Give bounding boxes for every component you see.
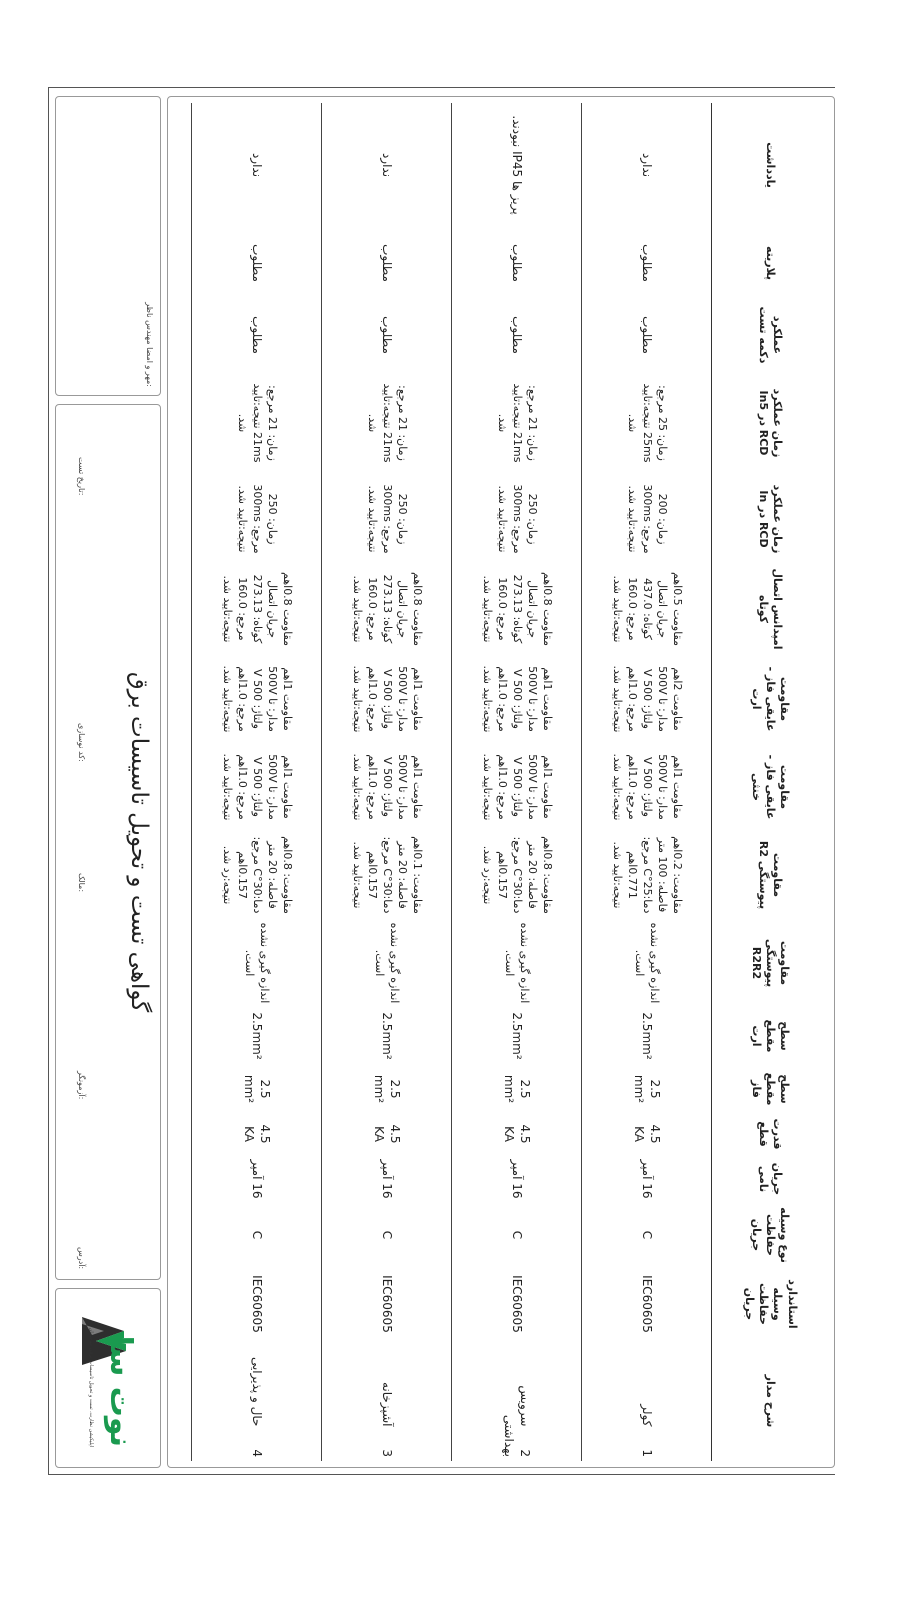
circuit-name: حال و پذیرایی bbox=[250, 1356, 265, 1427]
r2-cell: مقاومت: 0.2اهم فاصله: 100 متر دما:25°C مرجع: 0.771اهم نتیجه:تایید شد. bbox=[582, 831, 712, 919]
phase-section-cell: 2.5 mm² bbox=[452, 1065, 582, 1113]
table-header-row bbox=[712, 103, 829, 1461]
earth-section-cell: 2.5mm² bbox=[582, 1007, 712, 1065]
note-cell: ندارد bbox=[192, 103, 322, 227]
phase-section-cell: 2.5 mm² bbox=[582, 1065, 712, 1113]
rcd-in5-cell: زمان: 21 مرجع: 21ms نتیجه:تایید شد. bbox=[322, 371, 452, 475]
rated-current-cell: 16 آمپر bbox=[452, 1155, 582, 1203]
address-label: آدرس: bbox=[77, 1247, 86, 1270]
ins-pe-cell: مقاومت 1اهم مدار: تا 500V ولتاژ: 500 V مرجع: 1.0اهم نتیجه:تایید شد. bbox=[322, 655, 452, 743]
standard-cell: IEC60605 bbox=[582, 1267, 712, 1341]
type-cell: C bbox=[452, 1203, 582, 1267]
rcd-in5-cell: زمان: 25 مرجع: 25ms نتیجه:تایید شد. bbox=[582, 371, 712, 475]
col-standard-header: استاندارد وسیله حفاظت جریان bbox=[712, 1267, 829, 1341]
rcd-in5-cell: زمان: 21 مرجع: 21ms نتیجه:تایید شد. bbox=[192, 371, 322, 475]
rated-current-cell: 16 آمپر bbox=[582, 1155, 712, 1203]
earth-section-cell: 2.5mm² bbox=[192, 1007, 322, 1065]
earth-section-cell: 2.5mm² bbox=[452, 1007, 582, 1065]
breaking-capacity-cell: 4.5 KA bbox=[452, 1113, 582, 1155]
polarity-cell: مطلوب bbox=[322, 227, 452, 299]
test-button-cell: مطلوب bbox=[452, 299, 582, 371]
col-polarity-header: پلاریته bbox=[712, 227, 829, 299]
standard-cell: IEC60605 bbox=[322, 1267, 452, 1341]
table-row bbox=[322, 103, 452, 1461]
r2-cell: مقاومت: 0.8اهم فاصله: 20 متر دما:30°C مرجع: 0.157اهم نتیجه:رد شد. bbox=[452, 831, 582, 919]
page-left-rule bbox=[48, 87, 49, 1475]
standard-cell: IEC60605 bbox=[452, 1267, 582, 1341]
table-row bbox=[582, 103, 712, 1461]
r2r2-cell: اندازه گیری نشده است. bbox=[582, 919, 712, 1007]
type-cell: C bbox=[322, 1203, 452, 1267]
owner-label: مالک: bbox=[77, 873, 86, 893]
logo-text: نوت سا bbox=[103, 1335, 138, 1447]
circuit-name: سرویس بهداشتی bbox=[502, 1385, 533, 1457]
polarity-cell: مطلوب bbox=[192, 227, 322, 299]
tester-label: آزمونگر: bbox=[77, 1071, 86, 1100]
rcd-in-cell: زمان: 200 مرجع: 300ms نتیجه:تایید شد. bbox=[582, 475, 712, 563]
test-results-table bbox=[191, 103, 828, 1461]
circuit-cell bbox=[582, 1341, 712, 1461]
ins-pe-cell: مقاومت 1اهم مدار: تا 500V ولتاژ: 500 V مرجع: 1.0اهم نتیجه:تایید شد. bbox=[192, 655, 322, 743]
circuit-cell bbox=[322, 1341, 452, 1461]
col-rcd-in5-header: زمان عملکرد RCD در In5 bbox=[712, 371, 829, 475]
phase-section-cell: 2.5 mm² bbox=[322, 1065, 452, 1113]
col-circuit-header: شرح مدار bbox=[712, 1341, 829, 1461]
col-breaking-capacity-header: قدرت قطع bbox=[712, 1113, 829, 1155]
col-test-button-header: عملکرد دکمه تست bbox=[712, 299, 829, 371]
row-index: 4 bbox=[250, 1449, 265, 1457]
note-cell: پریز ها IP45 نبودند. bbox=[452, 103, 582, 227]
test-button-cell: مطلوب bbox=[192, 299, 322, 371]
impedance-cell: مقاومت 0.8اهم جریان اتصال کوتاه: 273.13 مرجع: 160.0 نتیجه:تایید شد. bbox=[192, 563, 322, 655]
breaking-capacity-cell: 4.5 KA bbox=[192, 1113, 322, 1155]
col-rcd-in-header: زمان عملکرد RCD در In bbox=[712, 475, 829, 563]
phase-section-cell: 2.5 mm² bbox=[192, 1065, 322, 1113]
r2-cell: مقاومت: 0.8اهم فاصله: 20 متر دما:30°C مرجع: 0.157اهم نتیجه:رد شد. bbox=[192, 831, 322, 919]
page-top-rule bbox=[48, 87, 835, 88]
standard-cell: IEC60605 bbox=[192, 1267, 322, 1341]
ins-pe-cell: مقاومت 1اهم مدار: تا 500V ولتاژ: 500 V مرجع: 1.0اهم نتیجه:تایید شد. bbox=[452, 655, 582, 743]
test-date-label: تاریخ تست: bbox=[77, 457, 86, 496]
engineer-stamp-box bbox=[55, 96, 161, 396]
test-results-panel bbox=[167, 96, 835, 1468]
ins-pn-cell: مقاومت 1اهم مدار: تا 500V ولتاژ: 500 V مرجع: 1.0اهم نتیجه:تایید شد. bbox=[452, 743, 582, 831]
brand-logo bbox=[72, 1307, 140, 1457]
col-r2-header: مقاومت پیوستگی R2 bbox=[712, 831, 829, 919]
rcd-in-cell: زمان: 250 مرجع: 300ms نتیجه:تایید شد. bbox=[192, 475, 322, 563]
rated-current-cell: 16 آمپر bbox=[192, 1155, 322, 1203]
test-button-cell: مطلوب bbox=[322, 299, 452, 371]
polarity-cell: مطلوب bbox=[452, 227, 582, 299]
logo-box bbox=[55, 1288, 161, 1468]
col-impedance-header: امپدانس اتصال کوتاه bbox=[712, 563, 829, 655]
note-cell: ندارد bbox=[322, 103, 452, 227]
doc-code-label: کد نوسازی: bbox=[77, 723, 86, 762]
row-index: 1 bbox=[640, 1449, 655, 1457]
breaking-capacity-cell: 4.5 KA bbox=[582, 1113, 712, 1155]
note-cell: ندارد bbox=[582, 103, 712, 227]
rated-current-cell: 16 آمپر bbox=[322, 1155, 452, 1203]
col-earth-section-header: سطح مقطع ارت bbox=[712, 1007, 829, 1065]
certificate-info-box bbox=[55, 404, 161, 1280]
col-rated-current-header: جریان نامی bbox=[712, 1155, 829, 1203]
type-cell: C bbox=[192, 1203, 322, 1267]
stamp-label: مهر و امضا مهندس ناظر: bbox=[145, 302, 154, 387]
col-type-header: نوع وسیله حفاظت جریان bbox=[712, 1203, 829, 1267]
circuit-cell bbox=[192, 1341, 322, 1461]
r2r2-cell: اندازه گیری نشده است. bbox=[192, 919, 322, 1007]
breaking-capacity-cell: 4.5 KA bbox=[322, 1113, 452, 1155]
r2r2-cell: اندازه گیری نشده است. bbox=[322, 919, 452, 1007]
circuit-name: آشپزخانه bbox=[380, 1381, 395, 1427]
certificate-sheet bbox=[55, 96, 835, 1468]
rcd-in5-cell: زمان: 21 مرجع: 21ms نتیجه:تایید شد. bbox=[452, 371, 582, 475]
ins-pn-cell: مقاومت 1اهم مدار: تا 500V ولتاژ: 500 V مرجع: 1.0اهم نتیجه:تایید شد. bbox=[582, 743, 712, 831]
ins-pn-cell: مقاومت 1اهم مدار: تا 500V ولتاژ: 500 V مرجع: 1.0اهم نتیجه:تایید شد. bbox=[322, 743, 452, 831]
ins-pe-cell: مقاومت 2اهم مدار: تا 500V ولتاژ: 500 V مرجع: 1.0اهم نتیجه:تایید شد. bbox=[582, 655, 712, 743]
table-row bbox=[452, 103, 582, 1461]
impedance-cell: مقاومت 0.5اهم جریان اتصال کوتاه: 437.0 مرجع: 160.0 نتیجه:تایید شد. bbox=[582, 563, 712, 655]
circuit-cell bbox=[452, 1341, 582, 1461]
impedance-cell: مقاومت 0.8اهم جریان اتصال کوتاه: 273.13 مرجع: 160.0 نتیجه:تایید شد. bbox=[452, 563, 582, 655]
col-phase-section-header: سطح مقطع فاز bbox=[712, 1065, 829, 1113]
polarity-cell: مطلوب bbox=[582, 227, 712, 299]
col-note-header: یادداشت bbox=[712, 103, 829, 227]
r2r2-cell: اندازه گیری نشده است. bbox=[452, 919, 582, 1007]
page-title: گواهی تست و تحویل تاسیسات برق bbox=[126, 671, 152, 1013]
col-ins-pn-header: مقاومت عایقی فاز - خنثی bbox=[712, 743, 829, 831]
col-r2r2-header: مقاومت پیوستگی R2R2 bbox=[712, 919, 829, 1007]
table-row bbox=[192, 103, 322, 1461]
rcd-in-cell: زمان: 250 مرجع: 300ms نتیجه:تایید شد. bbox=[452, 475, 582, 563]
circuit-name: کولر bbox=[640, 1404, 655, 1427]
logo-tagline: اپلیکیشن نظارت، تست و تحویل تاسیسات برقی ساختمان bbox=[88, 1327, 94, 1447]
row-index: 2 bbox=[518, 1449, 533, 1457]
earth-section-cell: 2.5mm² bbox=[322, 1007, 452, 1065]
col-ins-pe-header: مقاومت عایقی فاز - ارت bbox=[712, 655, 829, 743]
impedance-cell: مقاومت 0.8اهم جریان اتصال کوتاه: 273.13 مرجع: 160.0 نتیجه:تایید شد. bbox=[322, 563, 452, 655]
test-button-cell: مطلوب bbox=[582, 299, 712, 371]
type-cell: C bbox=[582, 1203, 712, 1267]
page-bottom-rule bbox=[48, 1474, 835, 1475]
rcd-in-cell: زمان: 250 مرجع: 300ms نتیجه:تایید شد. bbox=[322, 475, 452, 563]
ins-pn-cell: مقاومت 1اهم مدار: تا 500V ولتاژ: 500 V مرجع: 1.0اهم نتیجه:تایید شد. bbox=[192, 743, 322, 831]
r2-cell: مقاومت: 0.1اهم فاصله: 20 متر دما:30°C مرجع: 0.157اهم نتیجه:تایید شد. bbox=[322, 831, 452, 919]
row-index: 3 bbox=[380, 1449, 395, 1457]
